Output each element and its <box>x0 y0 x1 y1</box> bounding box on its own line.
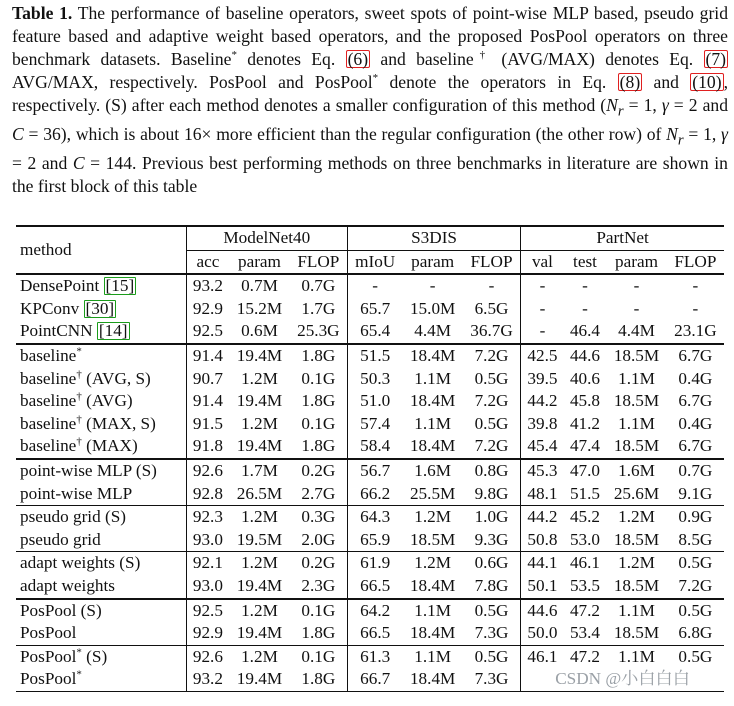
table-row <box>16 645 724 668</box>
value-cell: 18.5M <box>613 575 660 595</box>
value-cell: 1.8G <box>290 390 348 413</box>
value-cell: 45.2 <box>564 506 607 529</box>
table-row <box>16 622 724 645</box>
method-cell: KPConv [30] <box>16 298 186 321</box>
table-row <box>16 552 724 575</box>
value-cell: 65.4 <box>360 321 391 341</box>
value-cell: 93.2 <box>186 274 229 298</box>
value-cell: 47.2 <box>564 645 607 668</box>
value-cell: 1.2M <box>229 599 290 623</box>
table-row <box>16 529 724 552</box>
value-cell: 15.0M <box>409 298 456 318</box>
value-cell: 53.4 <box>569 623 601 643</box>
header-col: test <box>573 251 597 271</box>
value-cell: 0.1G <box>290 413 348 436</box>
method-cell: PointCNN [14] <box>16 320 186 344</box>
value-cell: 18.4M <box>409 575 456 595</box>
value-cell: 0.6G <box>463 552 521 575</box>
value-cell: - <box>692 298 699 318</box>
value-cell: 47.4 <box>569 436 601 456</box>
value-cell: - <box>521 274 564 298</box>
table-row <box>16 413 724 436</box>
table-row <box>16 320 724 344</box>
value-cell: - <box>667 274 724 298</box>
value-cell: 6.5G <box>463 298 521 321</box>
value-cell: 6.7G <box>678 391 713 411</box>
value-cell: 66.5 <box>360 623 391 643</box>
value-cell: 66.2 <box>360 483 391 503</box>
value-cell: 4.4M <box>414 321 452 341</box>
value-cell: 1.2M <box>229 645 290 668</box>
table-row <box>16 575 724 599</box>
header-method: method <box>16 226 186 274</box>
value-cell: 1.1M <box>606 645 667 668</box>
method-cell: adapt weights (S) <box>16 552 186 575</box>
value-cell: 61.3 <box>347 645 402 668</box>
equation-link[interactable]: (10) <box>692 71 722 92</box>
method-cell: baseline* <box>16 344 186 368</box>
method-cell: baseline† (MAX, S) <box>16 413 186 436</box>
value-cell: 19.4M <box>236 436 283 456</box>
table-row <box>16 599 724 623</box>
value-cell: 18.5M <box>606 344 667 368</box>
value-cell: 2.7G <box>290 483 348 506</box>
value-cell: 44.6 <box>521 599 564 623</box>
value-cell: 1.8G <box>290 435 348 459</box>
value-cell: 0.5G <box>463 413 521 436</box>
value-cell: 1.1M <box>606 599 667 623</box>
value-cell: 1.7G <box>290 298 348 321</box>
value-cell: - <box>347 274 402 298</box>
equation-link[interactable]: (6) <box>347 48 369 69</box>
value-cell: 0.2G <box>290 552 348 575</box>
value-cell: 15.2M <box>236 298 283 318</box>
value-cell: 92.9 <box>192 298 223 318</box>
value-cell: 9.1G <box>678 483 713 503</box>
value-cell: 1.8G <box>290 668 348 691</box>
value-cell: 2.3G <box>290 575 348 599</box>
value-cell: 47.2 <box>564 599 607 623</box>
value-cell: 92.5 <box>192 321 223 341</box>
value-cell: 65.9 <box>360 529 391 549</box>
header-col: val <box>531 251 553 271</box>
value-cell: 1.2M <box>229 552 290 575</box>
table-row <box>16 274 724 298</box>
method-cell: PosPool (S) <box>16 599 186 623</box>
value-cell: - <box>582 298 588 318</box>
table-header-groups <box>16 226 724 250</box>
value-cell: 7.3G <box>463 668 521 691</box>
table-row <box>16 668 724 691</box>
method-cell: PosPool* (S) <box>16 645 186 668</box>
citation-link[interactable]: [30] <box>85 298 115 318</box>
header-col: acc <box>196 251 220 271</box>
value-cell: 0.7M <box>229 274 290 298</box>
value-cell: 8.5G <box>678 529 713 549</box>
header-col: FLOP <box>463 250 521 274</box>
table-row <box>16 459 724 483</box>
value-cell: 92.8 <box>192 483 223 503</box>
watermark: CSDN @小白白白 <box>521 668 724 691</box>
value-cell: 0.8G <box>463 459 521 483</box>
method-cell: DensePoint [15] <box>16 274 186 298</box>
value-cell: 91.5 <box>192 413 223 433</box>
citation-link[interactable]: [15] <box>105 276 135 296</box>
value-cell: 64.3 <box>347 506 402 529</box>
value-cell: 1.6M <box>402 459 463 483</box>
citation-link[interactable]: [14] <box>98 321 128 341</box>
value-cell: 1.2M <box>606 506 667 529</box>
value-cell: 1.1M <box>414 368 452 388</box>
value-cell: 1.1M <box>402 599 463 623</box>
value-cell: 50.1 <box>527 575 558 595</box>
value-cell: 92.6 <box>186 645 229 668</box>
value-cell: 9.8G <box>463 483 521 506</box>
value-cell: - <box>539 298 546 318</box>
value-cell: 93.0 <box>192 575 223 595</box>
method-cell: point-wise MLP (S) <box>16 459 186 483</box>
value-cell: 1.8G <box>290 622 348 645</box>
value-cell: 9.3G <box>463 529 521 552</box>
value-cell: 61.9 <box>347 552 402 575</box>
value-cell: 0.6M <box>241 321 278 341</box>
value-cell: 23.1G <box>674 321 717 341</box>
value-cell: 0.1G <box>290 599 348 623</box>
value-cell: 45.4 <box>527 436 558 456</box>
value-cell: 26.5M <box>236 483 283 503</box>
value-cell: 0.5G <box>667 599 724 623</box>
value-cell: - <box>606 274 667 298</box>
value-cell: 53.5 <box>569 575 601 595</box>
value-cell: 91.4 <box>186 344 229 368</box>
value-cell: 92.6 <box>186 459 229 483</box>
value-cell: 7.2G <box>463 390 521 413</box>
value-cell: 45.8 <box>569 391 601 411</box>
value-cell: - <box>564 274 607 298</box>
value-cell: 39.8 <box>527 413 558 433</box>
value-cell: 19.4M <box>236 391 283 411</box>
value-cell: 51.5 <box>569 483 601 503</box>
value-cell: 47.0 <box>564 459 607 483</box>
value-cell: 44.1 <box>521 552 564 575</box>
value-cell: 92.9 <box>192 623 223 643</box>
value-cell: 7.8G <box>463 575 521 599</box>
value-cell: 25.6M <box>613 483 660 503</box>
value-cell: 1.0G <box>463 506 521 529</box>
value-cell: 18.4M <box>402 344 463 368</box>
value-cell: 0.5G <box>463 599 521 623</box>
value-cell: 6.8G <box>678 623 713 643</box>
method-cell: pseudo grid <box>16 529 186 552</box>
method-cell: baseline† (MAX) <box>16 435 186 459</box>
header-col: param <box>411 251 455 271</box>
header-col: param <box>615 251 658 271</box>
value-cell: 0.5G <box>463 368 521 391</box>
value-cell: - <box>539 321 546 341</box>
value-cell: 51.0 <box>360 391 391 411</box>
value-cell: 18.4M <box>409 623 456 643</box>
header-col: FLOP <box>674 251 717 271</box>
value-cell: 36.7G <box>463 320 521 344</box>
value-cell: 57.4 <box>360 413 391 433</box>
header-group-partnet: PartNet <box>521 226 724 250</box>
value-cell: 45.3 <box>521 459 564 483</box>
value-cell: 0.5G <box>667 552 724 575</box>
table-row <box>16 298 724 321</box>
table-caption: Table 1. The performance of baseline operators, sweet spots of point-wise MLP based, pseudo grid feature based and adaptive weight based operators, and the proposed PosPool operators on three benchmark datasets. Baseline* denotes Eq. (6) and baseline† (AVG/MAX) denotes Eq. (7) AVG/MAX, respectively. PosPool and PosPool* denote the operators in Eq. (8) and (10) , respectively. (S) after each method denotes a smaller configuration of this method ($N_r = 1$, γ = 2 and C = 36), which is about 16× more efficient than the regular configuration (the other row) of $N_r = 1$, γ = 2 and C = 144. Previous best performing methods on three benchmarks in literature are shown in the first block of this table <box>12 3 728 197</box>
value-cell: 6.7G <box>667 344 724 368</box>
value-cell: 1.1M <box>414 413 452 433</box>
value-cell: 7.2G <box>463 435 521 459</box>
value-cell: 91.4 <box>192 391 223 411</box>
value-cell: 1.2M <box>241 368 278 388</box>
value-cell: 1.2M <box>402 506 463 529</box>
value-cell: 2.0G <box>290 529 348 552</box>
value-cell: 0.2G <box>290 459 348 483</box>
value-cell: 18.4M <box>409 436 456 456</box>
value-cell: 0.5G <box>463 645 521 668</box>
value-cell: 18.5M <box>409 529 456 549</box>
value-cell: 0.9G <box>667 506 724 529</box>
results-table <box>16 225 724 692</box>
equation-link[interactable]: (8) <box>619 71 641 92</box>
method-cell: point-wise MLP <box>16 483 186 506</box>
value-cell: 1.2M <box>606 552 667 575</box>
value-cell: 1.8G <box>290 344 348 368</box>
value-cell: 44.2 <box>521 506 564 529</box>
equation-link[interactable]: (7) <box>705 48 727 69</box>
value-cell: 25.5M <box>409 483 456 503</box>
value-cell: 93.2 <box>186 668 229 691</box>
value-cell: 50.3 <box>360 368 391 388</box>
value-cell: 0.7G <box>667 459 724 483</box>
header-col: mIoU <box>355 251 396 271</box>
value-cell: - <box>633 298 640 318</box>
value-cell: 66.5 <box>360 575 391 595</box>
value-cell: 40.6 <box>569 368 601 388</box>
header-group-modelnet40: ModelNet40 <box>186 226 347 250</box>
value-cell: 18.4M <box>402 668 463 691</box>
value-cell: 90.7 <box>192 368 223 388</box>
value-cell: 18.5M <box>613 391 660 411</box>
value-cell: 0.3G <box>290 506 348 529</box>
value-cell: 19.4M <box>229 668 290 691</box>
value-cell: 41.2 <box>569 413 601 433</box>
value-cell: 6.7G <box>678 436 713 456</box>
value-cell: 53.0 <box>569 529 601 549</box>
value-cell: 19.4M <box>229 344 290 368</box>
value-cell: 18.5M <box>613 436 660 456</box>
method-cell: adapt weights <box>16 575 186 599</box>
value-cell: 18.4M <box>409 391 456 411</box>
value-cell: 44.2 <box>527 391 558 411</box>
value-cell: 0.1G <box>290 368 348 391</box>
value-cell: 0.4G <box>678 413 713 433</box>
method-cell: PosPool* <box>16 668 186 691</box>
value-cell: 42.5 <box>521 344 564 368</box>
table-body <box>16 274 724 691</box>
value-cell: 92.1 <box>186 552 229 575</box>
value-cell: 56.7 <box>347 459 402 483</box>
value-cell: 1.1M <box>618 368 655 388</box>
method-cell: pseudo grid (S) <box>16 506 186 529</box>
value-cell: 46.1 <box>521 645 564 668</box>
table-row <box>16 368 724 391</box>
value-cell: 1.6M <box>606 459 667 483</box>
value-cell: 46.4 <box>569 321 601 341</box>
value-cell: 50.0 <box>527 623 558 643</box>
value-cell: 18.5M <box>613 623 660 643</box>
value-cell: 19.4M <box>236 623 283 643</box>
value-cell: 64.2 <box>347 599 402 623</box>
value-cell: 1.1M <box>402 645 463 668</box>
value-cell: 4.4M <box>618 321 655 341</box>
value-cell: 7.2G <box>678 575 713 595</box>
value-cell: 50.8 <box>527 529 558 549</box>
value-cell: 0.7G <box>290 274 348 298</box>
value-cell: 66.7 <box>347 668 402 691</box>
value-cell: 58.4 <box>360 436 391 456</box>
value-cell: 51.5 <box>347 344 402 368</box>
value-cell: 1.1M <box>618 413 655 433</box>
header-col: FLOP <box>290 250 348 274</box>
header-group-s3dis: S3DIS <box>347 226 520 250</box>
header-col: param <box>237 251 281 271</box>
table-row <box>16 483 724 506</box>
value-cell: 92.5 <box>186 599 229 623</box>
value-cell: - <box>402 274 463 298</box>
table-row <box>16 435 724 459</box>
value-cell: 93.0 <box>192 529 223 549</box>
method-cell: PosPool <box>16 622 186 645</box>
value-cell: 0.5G <box>667 645 724 668</box>
value-cell: 1.2M <box>229 506 290 529</box>
method-cell: baseline† (AVG, S) <box>16 368 186 391</box>
value-cell: 48.1 <box>527 483 558 503</box>
value-cell: 1.2M <box>241 413 278 433</box>
value-cell: 25.3G <box>290 320 348 344</box>
value-cell: 1.2M <box>402 552 463 575</box>
method-cell: baseline† (AVG) <box>16 390 186 413</box>
value-cell: 65.7 <box>360 298 391 318</box>
value-cell: 46.1 <box>564 552 607 575</box>
value-cell: - <box>463 274 521 298</box>
value-cell: 0.4G <box>678 368 713 388</box>
value-cell: 92.3 <box>186 506 229 529</box>
caption-label: Table 1. <box>12 3 73 23</box>
value-cell: 18.5M <box>613 529 660 549</box>
value-cell: 19.5M <box>236 529 283 549</box>
value-cell: 39.5 <box>527 368 558 388</box>
table-row <box>16 344 724 368</box>
value-cell: 7.2G <box>463 344 521 368</box>
value-cell: 0.1G <box>290 645 348 668</box>
value-cell: 1.7M <box>229 459 290 483</box>
value-cell: 44.6 <box>564 344 607 368</box>
value-cell: 19.4M <box>236 575 283 595</box>
table-row <box>16 506 724 529</box>
value-cell: 7.3G <box>463 622 521 645</box>
value-cell: 91.8 <box>192 436 223 456</box>
table-row <box>16 390 724 413</box>
